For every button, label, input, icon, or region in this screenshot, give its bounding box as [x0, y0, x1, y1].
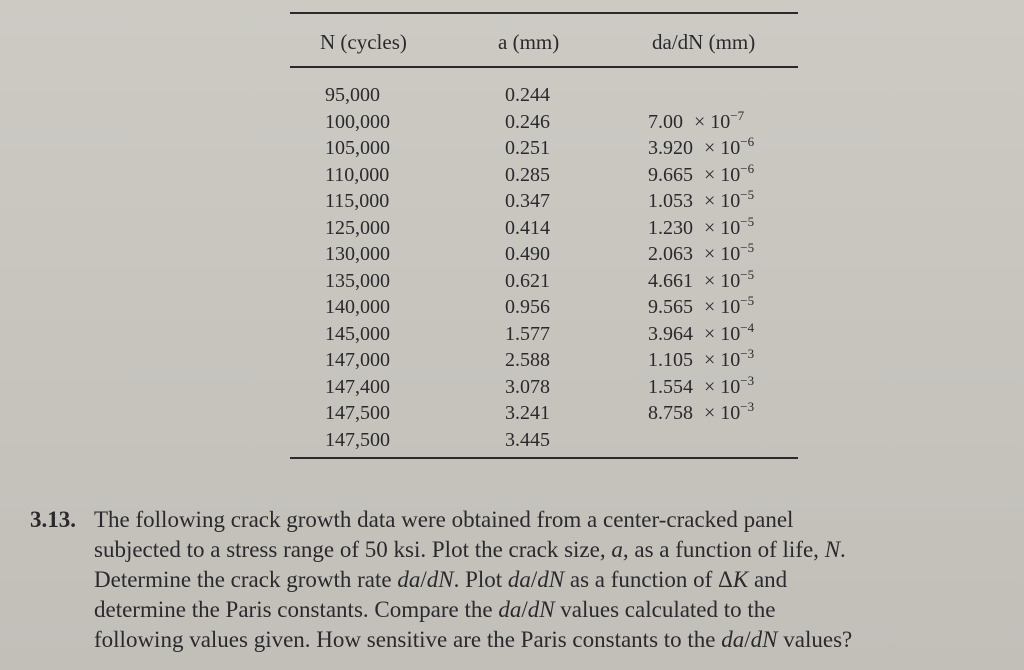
crack-size-cell: 0.621 — [505, 269, 550, 292]
table-body — [290, 82, 798, 451]
rate-mantissa: 2.063 — [648, 243, 693, 265]
problem-line: The following crack growth data were obtained from a center-cracked panel — [94, 507, 794, 532]
crack-size-cell: 3.241 — [505, 402, 550, 424]
problem-text — [30, 505, 998, 655]
times-ten: × 10 — [699, 322, 741, 345]
rate-mantissa: 3.920 — [648, 137, 693, 159]
growth-rate-cell — [648, 347, 808, 374]
growth-rate-cell — [648, 374, 808, 401]
table-header-row — [290, 30, 798, 56]
cycles-cell: 147,500 — [325, 402, 390, 424]
problem-line: Determine the crack growth rate da/dN. Plot da/dN as a function of ΔK and — [94, 567, 788, 592]
growth-rate-cell — [648, 215, 808, 242]
rate-exponent: −5 — [740, 293, 755, 308]
cycles-cell: 95,000 — [325, 84, 380, 106]
growth-rate-column — [648, 109, 808, 427]
times-ten: × 10 — [699, 349, 741, 371]
times-ten: × 10 — [699, 216, 741, 239]
crack-size-cell: 0.244 — [505, 84, 550, 106]
crack-size-cell: 0.251 — [505, 137, 550, 159]
header-cycles: N (cycles) — [320, 30, 407, 54]
times-ten: × 10 — [699, 375, 741, 398]
growth-rate-cell — [648, 188, 808, 215]
times-ten: × 10 — [699, 163, 741, 186]
cycles-column — [325, 82, 435, 453]
rate-mantissa: 1.105 — [648, 349, 693, 371]
rate-mantissa: 7.00 — [648, 110, 683, 133]
cycles-cell: 125,000 — [325, 216, 390, 239]
crack-size-cell: 1.577 — [505, 322, 550, 345]
rate-mantissa: 4.661 — [648, 269, 693, 292]
rate-mantissa: 9.565 — [648, 296, 693, 318]
cycles-cell: 147,000 — [325, 349, 390, 371]
problem-number: 3.13. — [30, 507, 76, 532]
growth-rate-cell — [648, 135, 808, 162]
rate-exponent: −7 — [730, 107, 745, 123]
times-ten: × 10 — [699, 137, 741, 159]
rate-exponent: −6 — [740, 134, 755, 149]
rate-mantissa: 3.964 — [648, 322, 693, 345]
times-ten: × 10 — [699, 296, 741, 318]
growth-rate-cell — [648, 162, 808, 189]
crack-size-cell: 0.490 — [505, 243, 550, 265]
times-ten: × 10 — [689, 110, 731, 133]
rate-exponent: −5 — [740, 213, 755, 229]
header-crack-size: a (mm) — [498, 30, 560, 54]
rate-exponent: −3 — [740, 399, 755, 414]
crack-growth-table — [290, 12, 798, 459]
times-ten: × 10 — [699, 190, 741, 212]
times-ten: × 10 — [699, 402, 741, 424]
rate-mantissa: 8.758 — [648, 402, 693, 424]
crack-size-cell: 0.246 — [505, 110, 550, 133]
problem-3-13 — [30, 505, 998, 655]
cycles-cell: 105,000 — [325, 137, 390, 159]
crack-size-cell: 3.078 — [505, 375, 550, 398]
crack-size-cell: 2.588 — [505, 349, 550, 371]
header-growth-rate: da/dN (mm) — [652, 30, 756, 54]
cycles-cell: 115,000 — [325, 190, 390, 212]
cycles-cell: 147,400 — [325, 375, 390, 398]
cycles-cell: 110,000 — [325, 163, 390, 186]
cycles-cell: 147,500 — [325, 428, 390, 451]
table-header-rule — [290, 66, 798, 68]
crack-size-cell: 3.445 — [505, 428, 550, 451]
growth-rate-cell — [648, 241, 808, 268]
rate-mantissa: 1.230 — [648, 216, 693, 239]
crack-size-cell: 0.414 — [505, 216, 550, 239]
rate-mantissa: 1.053 — [648, 190, 693, 212]
cycles-cell: 100,000 — [325, 110, 390, 133]
problem-line: subjected to a stress range of 50 ksi. Plot the crack size, a, as a function of life, N. — [94, 537, 846, 562]
crack-size-cell: 0.285 — [505, 163, 550, 186]
rate-exponent: −5 — [740, 240, 755, 255]
rate-exponent: −5 — [740, 266, 755, 282]
table-top-rule — [290, 12, 798, 14]
crack-size-cell: 0.347 — [505, 190, 550, 212]
rate-exponent: −3 — [740, 372, 755, 388]
growth-rate-cell — [648, 400, 808, 427]
cycles-cell: 135,000 — [325, 269, 390, 292]
rate-exponent: −5 — [740, 187, 755, 202]
cycles-cell: 140,000 — [325, 296, 390, 318]
problem-line: determine the Paris constants. Compare the da/dN values calculated to the — [94, 597, 776, 622]
times-ten: × 10 — [699, 243, 741, 265]
crack-size-column — [505, 82, 585, 453]
growth-rate-cell — [648, 321, 808, 348]
growth-rate-cell — [648, 109, 808, 136]
cycles-cell: 145,000 — [325, 322, 390, 345]
rate-mantissa: 9.665 — [648, 163, 693, 186]
times-ten: × 10 — [699, 269, 741, 292]
growth-rate-cell — [648, 268, 808, 295]
rate-mantissa: 1.554 — [648, 375, 693, 398]
rate-exponent: −3 — [740, 346, 755, 361]
table-bottom-rule — [290, 457, 798, 459]
crack-size-cell: 0.956 — [505, 296, 550, 318]
rate-exponent: −4 — [740, 319, 755, 335]
cycles-cell: 130,000 — [325, 243, 390, 265]
problem-line: following values given. How sensitive are the Paris constants to the da/dN values? — [94, 627, 853, 652]
rate-exponent: −6 — [740, 160, 755, 176]
growth-rate-cell — [648, 294, 808, 321]
